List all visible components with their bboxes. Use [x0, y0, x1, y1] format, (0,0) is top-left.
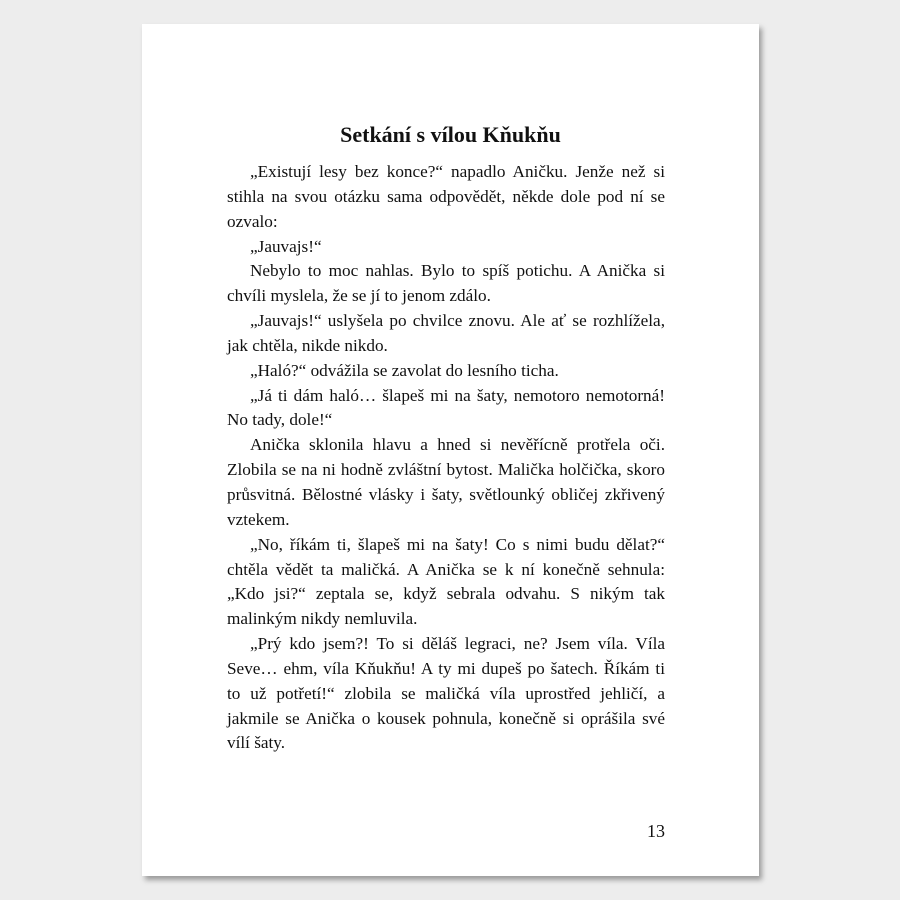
paragraph: „Existují lesy bez konce?“ napadlo Aničku. Jenže než si stihla na svou otázku sama odpovědět, někde dole pod ní se ozvalo: [227, 162, 665, 231]
paragraph: „Jauvajs!“ uslyšela po chvilce znovu. Ale ať se rozhlížela, jak chtěla, nikde nikdo. [227, 311, 665, 355]
paragraph: „No, říkám ti, šlapeš mi na šaty! Co s nimi budu dělat?“ chtěla vědět ta maličká. A Anička se k ní konečně sehnula: „Kdo jsi?“ zeptala se, když sebrala odvahu. S nikým tak malinkým nikdy nemluvila. [227, 534, 665, 629]
paragraph: „Jauvajs!“ [250, 236, 322, 256]
paragraph: Nebylo to moc nahlas. Bylo to spíš potichu. A Anička si chvíli myslela, že se jí to jenom zdálo. [227, 261, 665, 306]
chapter-body [227, 160, 665, 756]
page-number: 13 [647, 821, 665, 841]
paragraph: Anička sklonila hlavu a hned si nevěřícně protřela oči. Zlobila se na ni hodně zvláštní bytost. Malička holčička, skoro průsvitná. Bělostné vlásky i šaty, světlounký obličej zkřivený vztekem. [227, 435, 665, 529]
paragraph: „Haló?“ odvážila se zavolat do lesního ticha. [250, 360, 559, 380]
paragraph: „Prý kdo jsem?! To si děláš legraci, ne? Jsem víla. Víla Seve… ehm, víla Kňukňu! A ty mi dupeš po šatech. Říkám ti to už potřetí!“ zlobila se maličká víla uprostřed jehličí, a jakmile se Anička o kousek pohnula, konečně si oprášila své vílí šaty. [227, 634, 665, 753]
chapter-title: Setkání s vílou Kňukňu [340, 122, 561, 147]
book-page [142, 24, 759, 876]
paragraph: „Já ti dám haló… šlapeš mi na šaty, nemotoro nemotorná! No tady, dole!“ [227, 385, 665, 430]
